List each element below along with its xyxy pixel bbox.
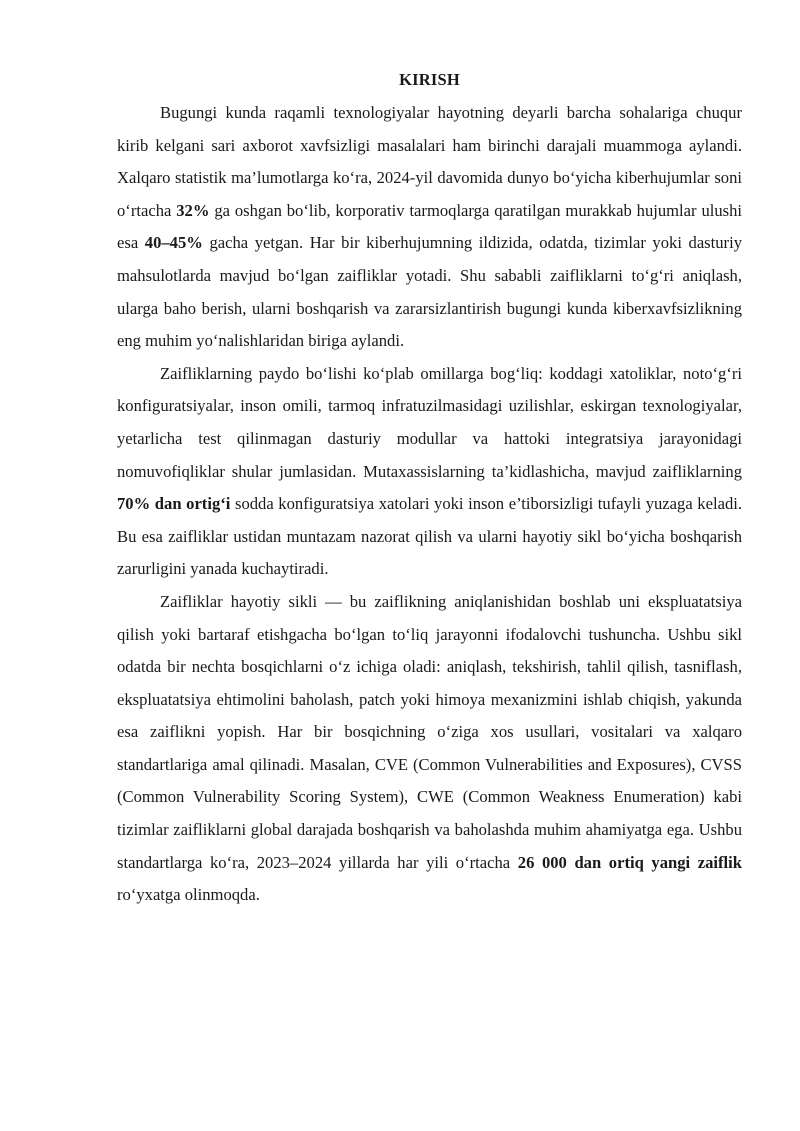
- paragraph-text: Zaifliklarning paydo bo‘lishi ko‘plab omillarga bog‘liq: koddagi xatoliklar, noto‘g‘ri konfiguratsiyalar, inson omili, tarmoq infratuzilmasidagi uzilishlar, eskirgan texnologiyalar, yetarlicha test qilinmagan dasturiy modullar va hattoki integratsiya jarayonidagi nomuvofiqliklar shular jumlasidan. Mutaxassislarning ta’kidlashicha, mavjud zaifliklarning: [117, 363, 742, 481]
- paragraph-text: Zaifliklar hayotiy sikli — bu zaiflikning aniqlanishidan boshlab uni ekspluatatsiya qilish yoki bartaraf etishgacha bo‘lgan to‘liq jarayonni ifodalovchi tushuncha. Ushbu sikl odatda bir nechta bosqichlarni o‘z ichiga oladi: aniqlash, tekshirish, tahlil qilish, tasniflash, ekspluatatsiya ehtimolini baholash, patch yoki himoya mexanizmini ishlab chiqish, yakunda esa zaiflikni yopish. Har bir bosqichning o‘ziga xos usullari, vositalari va xalqaro standartlariga amal qilinadi. Masalan, CVE (Common Vulnerabilities and Exposures), CVSS (Common Vulnerability Scoring System), CWE (Common Weakness Enumeration) kabi tizimlar zaifliklarni global darajada boshqarish va baholashda muhim ahamiyatga ega. Ushbu standartlarga ko‘ra, 2023–2024 yillarda har yili o‘rtacha: [117, 591, 742, 872]
- document-page: [117, 70, 742, 912]
- paragraph-text: ro‘yxatga olinmoqda.: [117, 885, 260, 905]
- highlight-stat: 40–45%: [144, 233, 203, 253]
- paragraph-causes: [117, 358, 742, 586]
- paragraph-text: ga oshgan bo‘lib, korporativ tarmoqlarga qaratilgan murakkab hujumlar ulushi esa: [117, 200, 743, 253]
- highlight-stat: 26 000 dan ortiq yangi zaiflik: [517, 852, 743, 872]
- paragraph-text: Bugungi kunda raqamli texnologiyalar hayotning deyarli barcha sohalariga chuqur kirib kelgani sari axborot xavfsizligi masalalari ham birinchi darajali muammoga aylandi. Xalqaro statistik ma’lumotlarga ko‘ra, 2024-yil davomida dunyo bo‘yicha kiberhujumlar soni o‘rtacha: [117, 103, 742, 220]
- paragraph-text: gacha yetgan. Har bir kiberhujumning ildizida, odatda, tizimlar yoki dasturiy mahsulotlarda mavjud bo‘lgan zaifliklar yotadi. Shu sababli zaifliklarni to‘g‘ri aniqlash, ularga baho berish, ularni boshqarish va zararsizlantirish bugungi kunda kiberxavfsizlikning eng muhim yo‘nalishlaridan biriga aylandi.: [117, 233, 742, 351]
- highlight-stat: 70% dan ortig‘i: [117, 494, 231, 514]
- paragraph-intro: [117, 97, 742, 358]
- section-heading: KIRISH: [399, 70, 460, 89]
- paragraph-lifecycle: [117, 586, 742, 912]
- paragraph-text: sodda konfiguratsiya xatolari yoki inson e’tiborsizligi tufayli yuzaga keladi. Bu esa zaifliklar ustidan muntazam nazorat qilish va ularni hayotiy sikl bo‘yicha boshqarish zarurligini yanada kuchaytiradi.: [117, 494, 742, 579]
- highlight-stat: 32%: [176, 200, 210, 220]
